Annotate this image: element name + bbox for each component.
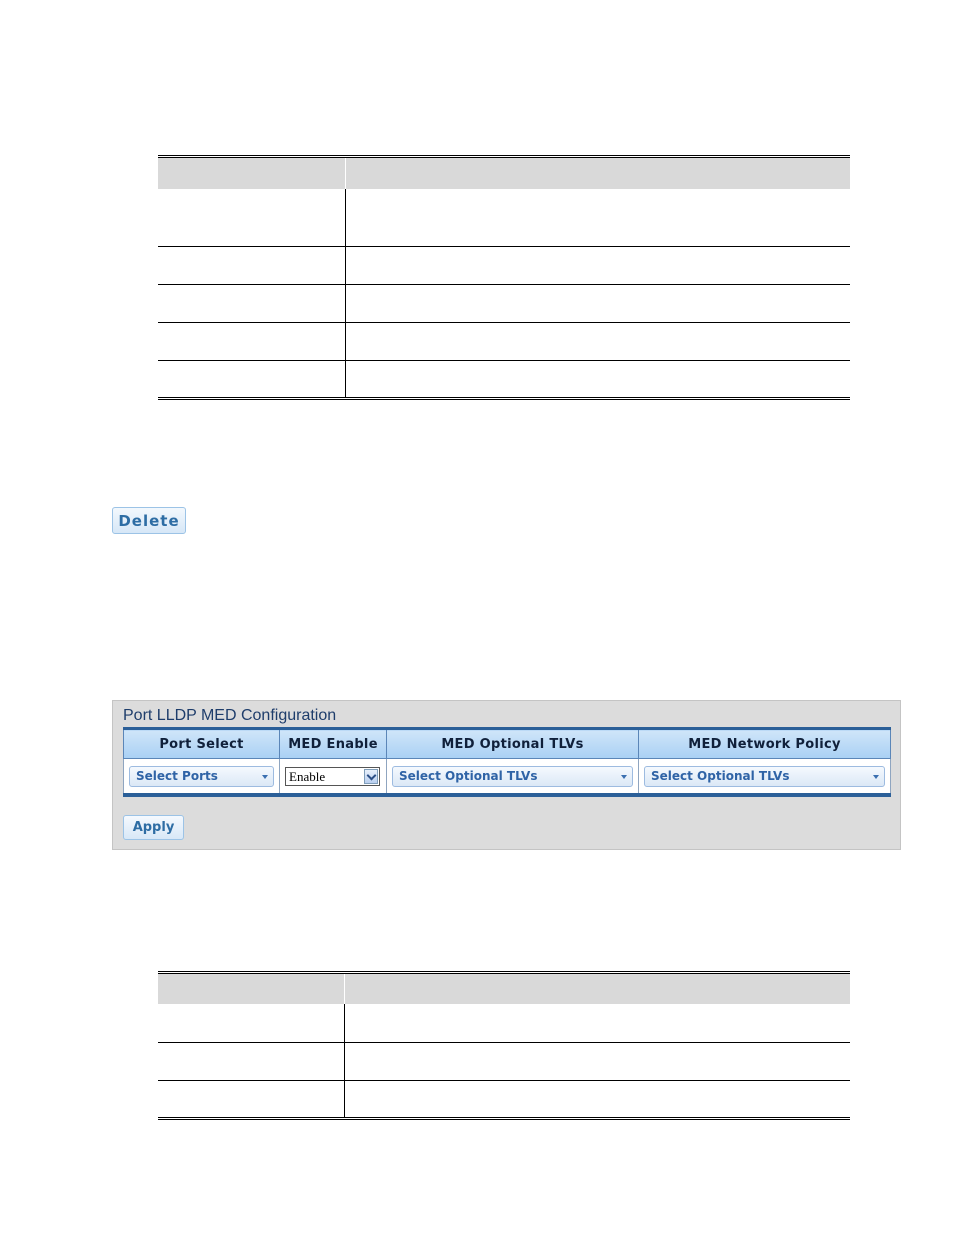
med-config-table (123, 727, 891, 797)
table-cell (345, 189, 850, 246)
table-header-cell (158, 158, 345, 189)
doc-table-1 (158, 155, 850, 400)
med-network-policy-value: Select Optional TLVs (651, 768, 790, 783)
table-cell (158, 322, 345, 360)
column-header-med-enable: MED Enable (280, 729, 387, 759)
table-header-row (124, 729, 891, 759)
apply-button[interactable]: Apply (123, 815, 184, 840)
cell-port-select (124, 759, 280, 796)
caret-down-icon (262, 775, 268, 779)
table-cell (158, 284, 345, 322)
column-header-med-network-policy: MED Network Policy (639, 729, 891, 759)
table-cell (345, 322, 850, 360)
table-cell (345, 284, 850, 322)
table-cell (158, 246, 345, 284)
port-select-dropdown[interactable] (129, 766, 274, 787)
doc-table-2 (158, 971, 850, 1120)
chevron-down-icon[interactable] (364, 769, 378, 784)
delete-button[interactable]: Delete (112, 507, 186, 534)
column-header-port-select: Port Select (124, 729, 280, 759)
table-header-cell (344, 974, 850, 1004)
caret-down-icon (621, 775, 627, 779)
table-cell (158, 1042, 344, 1080)
cell-med-network-policy (639, 759, 891, 796)
table-cell (344, 1080, 850, 1117)
table-cell (344, 1042, 850, 1080)
table-cell (158, 1004, 344, 1042)
port-lldp-med-panel (112, 700, 901, 850)
table-row (124, 759, 891, 796)
table-cell (158, 360, 345, 397)
med-optional-tlvs-value: Select Optional TLVs (399, 768, 538, 783)
med-network-policy-dropdown[interactable] (644, 766, 885, 787)
table-header-cell (158, 974, 344, 1004)
cell-med-optional-tlvs (387, 759, 639, 796)
med-enable-value: Enable (289, 768, 326, 784)
table-cell (344, 1004, 850, 1042)
port-select-value: Select Ports (136, 768, 218, 783)
table-cell (158, 1080, 344, 1117)
med-enable-select[interactable] (285, 767, 380, 786)
caret-down-icon (873, 775, 879, 779)
table-cell (345, 246, 850, 284)
column-header-med-optional-tlvs: MED Optional TLVs (387, 729, 639, 759)
med-optional-tlvs-dropdown[interactable] (392, 766, 633, 787)
cell-med-enable (280, 759, 387, 796)
table-cell (345, 360, 850, 397)
table-cell (158, 189, 345, 246)
panel-title: Port LLDP MED Configuration (123, 707, 337, 724)
table-header-cell (345, 158, 850, 189)
